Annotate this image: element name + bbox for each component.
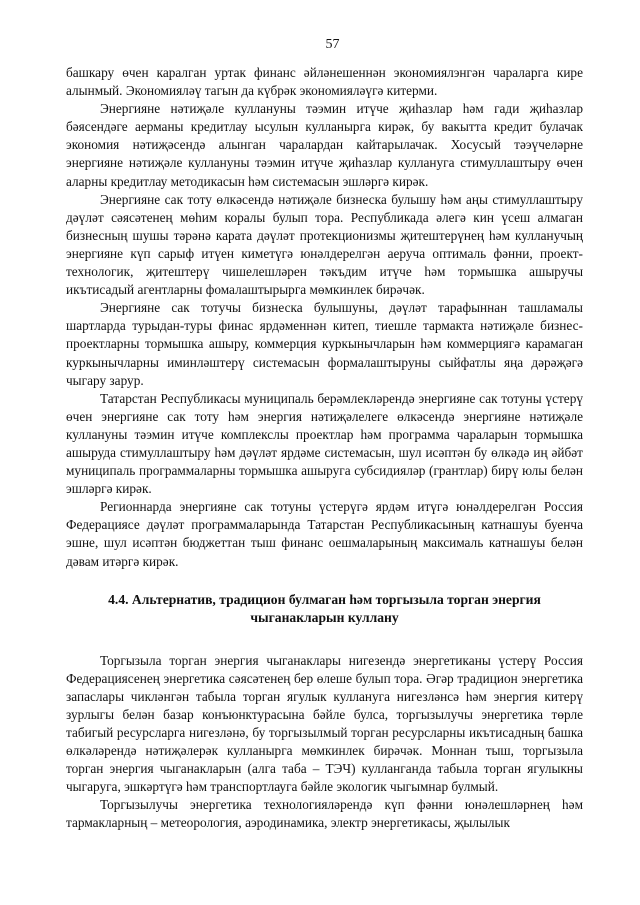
paragraph-renewable-energy: Торгызыла торган энергия чыганаклары нигезендә энергетиканы үстерү Россия Федерациясенең энергетика сәясәтенең бер өлеше булып тора. Әгәр традицион энергетика запаслары чикләнгән табыла торган ягулык куллануга нигезләнсә һәм энергия китерү зурлыгы белән базар конъюнктурасына бәйле булса, торгызылучы энергетика төрле табигый ресурсларга нигезләнә, бу торгызылмый торган ресурсларны икътисадның башка өлкәләрендә нәтиҗәлерәк кулланырга мөмкинлек бирәчәк. Моннан тыш, торгызыла торган энергия чыганакларын (алга таба – ТЭЧ) кулланганда табыла торган ягулыкны чыгаруга, эшкәртүгә һәм транспортлауга бәйле экологик чыгымнар булмый. — [66, 652, 583, 795]
paragraph-financial-support: Энергияне сак тотучы бизнеска булышуны, дәүләт тарафыннан ташламалы шартларда турыдан-туры финас ярдәменнән китеп, тиешле тармакта нәтиҗәле бизнес-проектларны тормышка ашыру, коммерция куркынычларын һәм коммерциягә карамаган куркынычларны иминләштерү системасын формалаштыруны сыйфатлы яңа дәрәҗәгә чыгару зарур. — [66, 300, 583, 388]
paragraph-regional-programs: Регионнарда энергияне сак тотуны үстерүгә ярдәм итүгә юнәлдерелгән Россия Федерациясе дәүләт программаларында Татарстан Республикасының катнашуы буенча эшне, шул исәптән бюджеттан тыш финанс оешмаларының максималь катнашуы белән дәвам итәргә кирәк. — [66, 499, 583, 569]
document-page — [66, 36, 583, 833]
paragraph-municipal-programs: Татарстан Республикасы муниципаль берәмлекләрендә энергияне сак тотуны үстерү өчен энергияне сак тоту һәм энергия нәтиҗәлелеге өлкәсендә энергияне нәтиҗәле куллануны тәэмин итүче комплекслы проектлар һәм программа чараларын тормышка ашыруда стимуллаштыру һәм дәүләт ярдәме системасын, шул исәптән бу өлкәдә иң әйбәт муниципаль программаларны тормышка ашыруга субсидияләр (грантлар) бирү юлы белән эшләргә кирәк. — [66, 390, 583, 497]
paragraph-continuation: башкару өчен каралган уртак финанс әйләнешеннән экономиялэнгән чараларга кире алынмый. Экономияләү тагын да күбрәк экономияләүгә китерми. — [66, 65, 583, 99]
section-heading: 4.4. Альтернатив, традицион булмаган һәм торгызыла торган энергия чыганакларын куллану — [108, 591, 541, 626]
paragraph-credit-method: Энергияне нәтиҗәле куллануны тәэмин итүче җиһазлар һәм гади җиһазлар бәясендәге аерманы кредитлау ысулын кулланырга кирәк, бу вакытта кредит булачак экономия нәтиҗәсендә алынган чаралардан кайтарылачак. Хосусый тәэүчеләрне энергияне нәтиҗәле куллануны тәэмин итүче җиһазлар куллануга стимуллаштыру өчен аларны кредитлау методикасын һәм системасын эшләргә кирәк. — [66, 101, 583, 189]
paragraph-renewable-technologies: Торгызылучы энергетика технологияләрендә күп фәнни юнәлешләрнең һәм тармакларның – метеорология, аэродинамика, электр энергетикасы, җылылык — [66, 797, 583, 831]
page-number: 57 — [325, 37, 340, 52]
paragraph-business-support: Энергияне сак тоту өлкәсендә нәтиҗәле бизнеска булышу һәм аңы стимуллаштыру дәүләт сәясәтенең мөһим коралы булып тора. Республикада әлегә кин үсеш алмаган бизнесның шушы тәрәнә карата дәүләт протекционизмы җитештерүнең һәм кулланучың энергияне күп сарыф итүен киметүгә юнәлдерелгән аеруча оптималь фәнни, проект-технологик, җитештерү чишелешләрен тәкъдим итүче һәм тормышка ашыручы икътисадый агентларны фомалаштырырга мөмкинлек бирәчәк. — [66, 191, 583, 298]
